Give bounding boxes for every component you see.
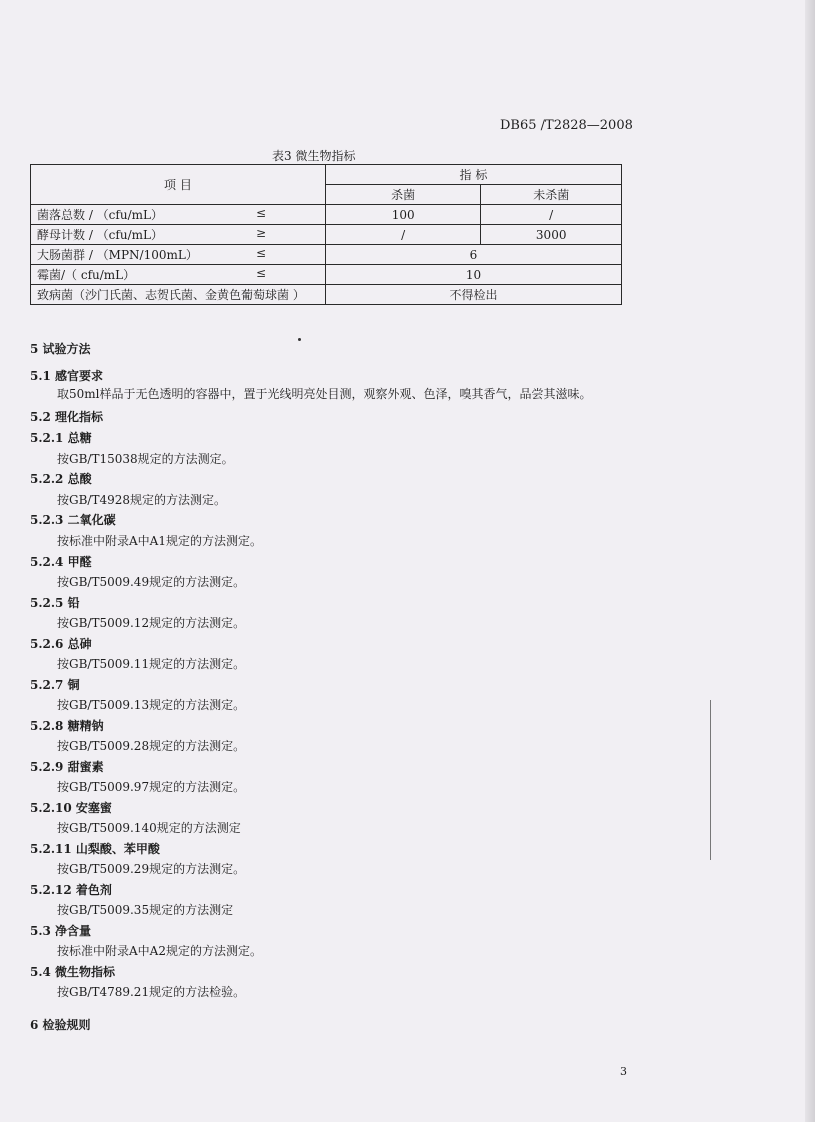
section-heading: 5.2.9 甜蜜素 bbox=[30, 760, 104, 774]
section-heading: 5.2.12 着色剂 bbox=[30, 883, 112, 897]
row-item-label: 致病菌（沙门氏菌、志贺氏菌、金黄色葡萄球菌 ） bbox=[37, 288, 305, 302]
row-item-label: 酵母计数 / （cfu/mL） bbox=[37, 228, 163, 242]
section-heading: 5.2.7 铜 bbox=[30, 678, 80, 692]
section-heading: 5.2.8 糖精钠 bbox=[30, 719, 104, 733]
table-row bbox=[31, 285, 622, 305]
section-text: 按GB/T5009.12规定的方法测定。 bbox=[57, 616, 246, 630]
section-text: 按GB/T5009.13规定的方法测定。 bbox=[57, 698, 246, 712]
table-row bbox=[31, 245, 622, 265]
section-heading: 5.4 微生物指标 bbox=[30, 965, 116, 979]
row-value-sterilized: 100 bbox=[325, 205, 480, 225]
row-item-name bbox=[31, 265, 326, 285]
section-text: 按标准中附录A中A2规定的方法测定。 bbox=[57, 944, 262, 958]
row-value-unsterilized: 3000 bbox=[481, 225, 622, 245]
row-comparison-symbol: ≤ bbox=[256, 266, 267, 280]
section-text: 按GB/T5009.28规定的方法测定。 bbox=[57, 739, 246, 753]
section-text: 按GB/T4789.21规定的方法检验。 bbox=[57, 985, 246, 999]
section-heading: 5.2.1 总糖 bbox=[30, 431, 92, 445]
section-heading: 6 检验规则 bbox=[30, 1018, 91, 1032]
section-heading: 5.1 感官要求 bbox=[30, 369, 104, 383]
row-value-merged: 6 bbox=[325, 245, 621, 265]
table-caption: 表3 微生物指标 bbox=[272, 149, 356, 163]
document-code: DB65 /T2828—2008 bbox=[500, 118, 633, 133]
header-unsterilized: 未杀菌 bbox=[481, 185, 622, 205]
table-row bbox=[31, 265, 622, 285]
section-text: 按GB/T5009.11规定的方法测定。 bbox=[57, 657, 246, 671]
section-heading: 5.2.4 甲醛 bbox=[30, 555, 92, 569]
section-text: 按GB/T5009.29规定的方法测定。 bbox=[57, 862, 246, 876]
header-sterilized: 杀菌 bbox=[325, 185, 480, 205]
row-value-merged: 不得检出 bbox=[325, 285, 621, 305]
section-text: 按GB/T15038规定的方法测定。 bbox=[57, 452, 234, 466]
header-item: 项 目 bbox=[31, 165, 326, 205]
row-item-name bbox=[31, 285, 326, 305]
scan-edge-shadow bbox=[805, 0, 815, 1122]
row-item-label: 大肠菌群 / （MPN/100mL） bbox=[37, 248, 198, 262]
table-row bbox=[31, 205, 622, 225]
header-indicator: 指 标 bbox=[325, 165, 621, 185]
scan-speck bbox=[298, 338, 301, 341]
table-body bbox=[31, 205, 622, 305]
row-item-label: 菌落总数 / （cfu/mL） bbox=[37, 208, 163, 222]
scan-artifact-line bbox=[710, 700, 711, 860]
table-header-row bbox=[31, 165, 622, 185]
row-item-name bbox=[31, 205, 326, 225]
table-row bbox=[31, 225, 622, 245]
row-value-sterilized: / bbox=[325, 225, 480, 245]
section-heading: 5.2.5 铅 bbox=[30, 596, 80, 610]
section-heading: 5.3 净含量 bbox=[30, 924, 92, 938]
row-value-unsterilized: / bbox=[481, 205, 622, 225]
row-comparison-symbol: ≤ bbox=[256, 206, 267, 220]
section-heading: 5.2.10 安塞蜜 bbox=[30, 801, 112, 815]
section-heading: 5.2.3 二氧化碳 bbox=[30, 513, 116, 527]
row-value-merged: 10 bbox=[325, 265, 621, 285]
row-comparison-symbol: ≤ bbox=[256, 246, 267, 260]
section-text: 按GB/T4928规定的方法测定。 bbox=[57, 493, 226, 507]
page-number: 3 bbox=[620, 1065, 627, 1078]
section-heading: 5.2.11 山梨酸、苯甲酸 bbox=[30, 842, 160, 856]
section-heading: 5.2.6 总砷 bbox=[30, 637, 92, 651]
section-text: 按GB/T5009.35规定的方法测定 bbox=[57, 903, 234, 917]
microbial-indicator-table bbox=[30, 164, 622, 305]
section-text: 按GB/T5009.49规定的方法测定。 bbox=[57, 575, 246, 589]
section-heading: 5 试验方法 bbox=[30, 342, 91, 356]
section-text: 按GB/T5009.97规定的方法测定。 bbox=[57, 780, 246, 794]
row-item-name bbox=[31, 245, 326, 265]
section-text: 取50ml样品于无色透明的容器中，置于光线明亮处目测，观察外观、色泽，嗅其香气，品尝其滋味。 bbox=[57, 387, 592, 401]
section-text: 按GB/T5009.140规定的方法测定 bbox=[57, 821, 241, 835]
section-text: 按标准中附录A中A1规定的方法测定。 bbox=[57, 534, 262, 548]
section-heading: 5.2 理化指标 bbox=[30, 410, 104, 424]
row-item-name bbox=[31, 225, 326, 245]
section-heading: 5.2.2 总酸 bbox=[30, 472, 92, 486]
row-comparison-symbol: ≥ bbox=[256, 226, 267, 240]
row-item-label: 霉菌/（ cfu/mL） bbox=[37, 268, 136, 282]
